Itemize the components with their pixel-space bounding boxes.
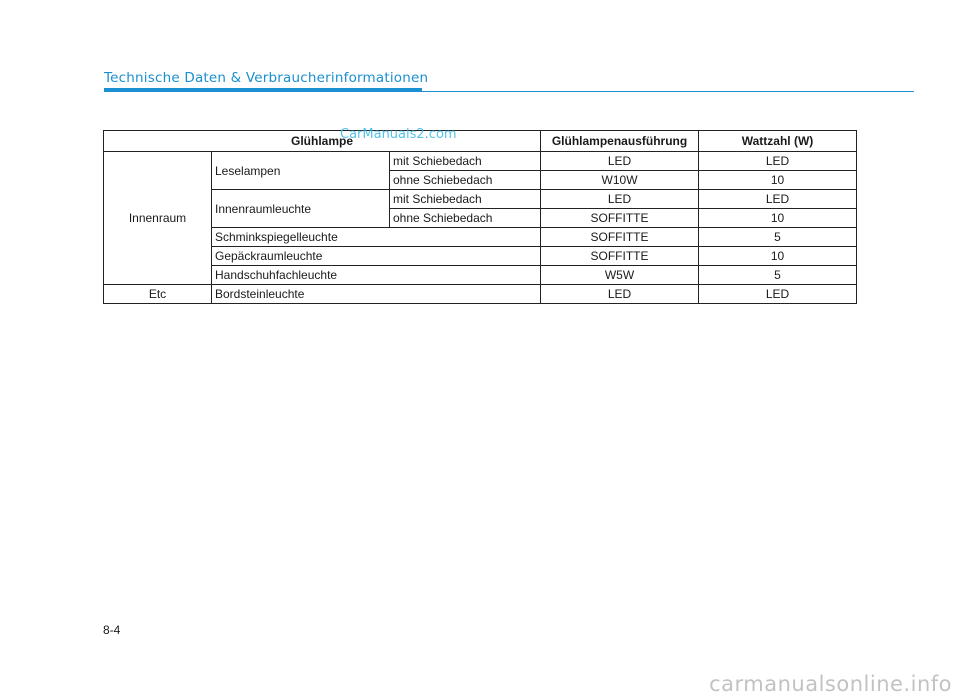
header-bulb: Glühlampe	[104, 131, 541, 152]
table-row	[104, 152, 857, 171]
wattage-cell: 10	[699, 209, 857, 228]
bulb-name-cell: Handschuhfachleuchte	[212, 266, 541, 285]
variant-cell: mit Schiebedach	[390, 152, 541, 171]
bulb-type-cell: W10W	[541, 171, 699, 190]
bulb-type-cell: LED	[541, 285, 699, 304]
site-watermark[interactable]: CarManuals2.com	[340, 127, 457, 142]
bulb-type-cell: SOFFITTE	[541, 247, 699, 266]
bulb-name-cell: Gepäckraumleuchte	[212, 247, 541, 266]
bulb-name-cell: Bordsteinleuchte	[212, 285, 541, 304]
wattage-cell: LED	[699, 152, 857, 171]
subgroup-leselampen: Leselampen	[212, 152, 390, 190]
subgroup-innenraumleuchte: Innenraumleuchte	[212, 190, 390, 228]
variant-cell: ohne Schiebedach	[390, 209, 541, 228]
bulb-type-cell: LED	[541, 190, 699, 209]
wattage-cell: 10	[699, 247, 857, 266]
bulb-type-cell: SOFFITTE	[541, 228, 699, 247]
variant-cell: ohne Schiebedach	[390, 171, 541, 190]
table-row	[104, 285, 857, 304]
table-header-row	[104, 131, 857, 152]
title-underline	[104, 91, 914, 92]
header-wattage: Wattzahl (W)	[699, 131, 857, 152]
wattage-cell: LED	[699, 190, 857, 209]
variant-cell: mit Schiebedach	[390, 190, 541, 209]
table-row	[104, 190, 857, 209]
bulb-type-cell: SOFFITTE	[541, 209, 699, 228]
bulb-spec-table	[103, 130, 857, 304]
table-row	[104, 266, 857, 285]
table-row	[104, 228, 857, 247]
wattage-cell: 5	[699, 266, 857, 285]
footer-watermark[interactable]: carmanualsonline.info	[709, 672, 952, 696]
wattage-cell: 10	[699, 171, 857, 190]
section-title: Technische Daten & Verbraucherinformationen	[104, 70, 429, 86]
page-number: 8-4	[103, 623, 121, 637]
header-bulb-type: Glühlampenausführung	[541, 131, 699, 152]
wattage-cell: LED	[699, 285, 857, 304]
group-etc: Etc	[104, 285, 212, 304]
bulb-name-cell: Schminkspiegelleuchte	[212, 228, 541, 247]
bulb-type-cell: W5W	[541, 266, 699, 285]
wattage-cell: 5	[699, 228, 857, 247]
group-innenraum: Innenraum	[104, 152, 212, 285]
table-row	[104, 247, 857, 266]
bulb-type-cell: LED	[541, 152, 699, 171]
